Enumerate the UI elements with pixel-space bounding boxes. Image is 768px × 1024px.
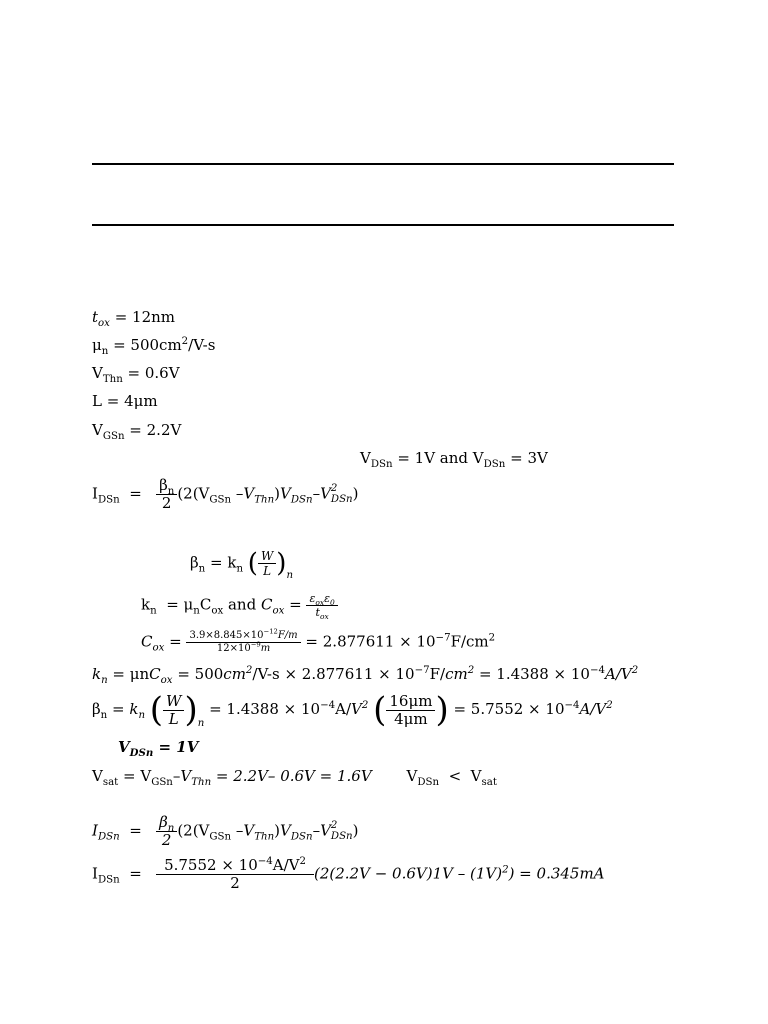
second-rule [92, 224, 674, 226]
ids-result: $I_{DSn}$ = $\frac{5.7552 \times 10^{-4}A/V^2}{2}$ $(2(2.2V - 0.6V)1V - (1V)^2) = 0.345mA$ [92, 856, 605, 892]
length-ratio: $\frac{16\mu m}{4\mu m}$ [386, 694, 435, 727]
w-over-l: $\frac{W}{L}$ [258, 550, 276, 577]
kn-definition: $k_n = \mu_nC_{ox}$ and $C_{ox}$ = $\frac{\varepsilon_{ox}\varepsilon_0}{t_{ox}}$ [141, 593, 338, 618]
vds-line: $V_{DSn} = 1V$ and $V_{DSn} = 3V$ [360, 449, 548, 470]
beta-value-over-two: $\frac{5.7552 \times 10^{-4}A/V^2}{2}$ [156, 858, 314, 891]
cox-value: $C_{ox}$ = $\frac{3.9\times 8.845\times 10^{-12}F/m}{12\times 10^{-9}m}$ = $2.877611 \times 10^{-7}F/cm^2$ [141, 627, 496, 654]
ids-equation-2: $I_{DSn}$ = $\frac{\beta_n}{2}$ ($2(V_{GSn}$ $-V_{Thn})V_{DSn}-V$ 2 DSn ) [92, 813, 359, 849]
mobility-line: $\mu_n = 500cm^2/V-s$ [92, 336, 216, 357]
vgs-line: $V_{GSn} = 2.2V$ [92, 421, 182, 442]
ids-equation: $I_{DSn}$ = $\frac{\beta_n}{2}$ ($2(V_{GSn}$ $-V_{Thn})V_{DSn}-V$ 2 DSn ) [92, 476, 359, 512]
case-heading: $V_{DSn} = 1V$ [118, 738, 199, 759]
top-rule [92, 163, 674, 165]
length-line: L = 4μm [92, 392, 158, 410]
beta-over-two-2: $\frac{\beta_n}{2}$ [156, 815, 177, 848]
w-over-l-2: $\frac{W}{L}$ [163, 694, 184, 727]
kn-value: $k_n = \mu nC_{ox} = 500cm^2/V-s \times 2.877611 \times 10^{-7}F/cm^2 = 1.4388 \times 10^{-4}A/V^2$ [92, 665, 639, 686]
eps-over-tox: $\frac{\varepsilon_{ox}\varepsilon_0}{t_{ox}}$ [306, 593, 337, 618]
beta-definition: $\beta_n = k_n$ ( $\frac{W}{L}$ )$_n$ [190, 548, 293, 581]
tox-line: $t_{ox} = 12nm$ [92, 308, 175, 329]
beta-over-two: $\frac{\beta_n}{2}$ [156, 478, 177, 511]
beta-value: $\beta_n = k_n$ ( $\frac{W}{L}$ )$_n = 1.4388 \times 10^{-4}A/V^2$ ( $\frac{16\mu m}{4\mu m}$ ) = $5.7552 \times 10^{-4}A/V^2$ [92, 690, 613, 730]
vsat-line: $V_{sat} = V_{GSn}-V_{Thn} = 2.2V-$ 0.6V = 1.6V $V_{DSn} < V_{sat}$ [92, 767, 497, 788]
cox-fraction: $\frac{3.9\times 8.845\times 10^{-12}F/m}{12\times 10^{-9}m}$ [186, 631, 300, 654]
threshold-line: $V_{Thn} = 0.6V$ [92, 364, 180, 385]
